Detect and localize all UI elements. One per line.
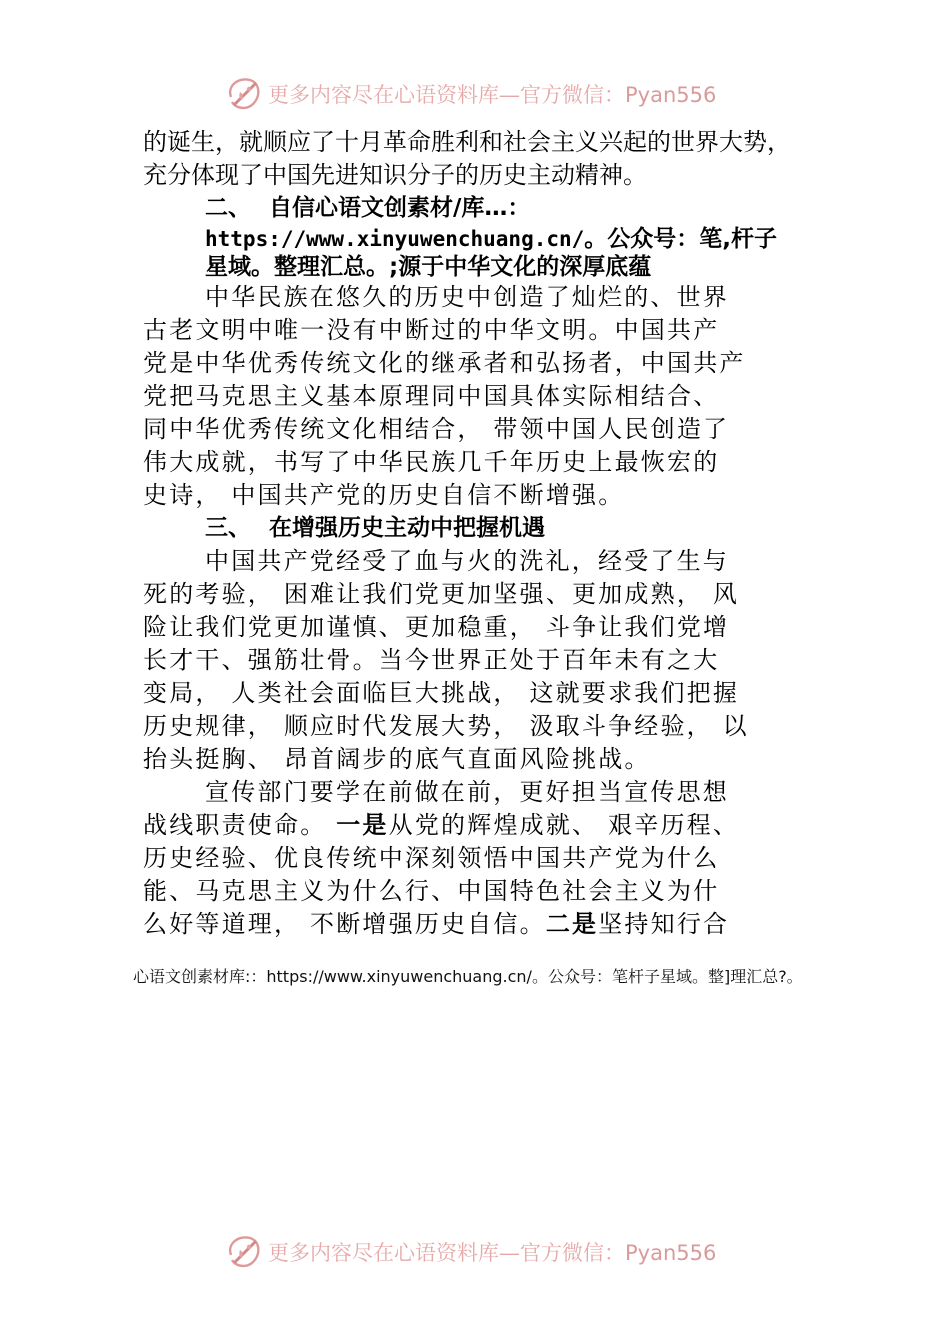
- paragraph-line: 党把马克思主义基本原理同中国具体实际相结合、: [143, 382, 720, 410]
- watermark-text: 更多内容尽在心语资料库—官方微信：Pyan556: [268, 83, 717, 107]
- section-heading-text: 自信心语文创素材/库…：: [269, 195, 531, 221]
- paragraph-line: 长才干、强筋壮骨。当今世界正处于百年未有之大: [143, 646, 720, 674]
- brush-logo-icon: [224, 74, 264, 114]
- watermark-text: 更多内容尽在心语资料库—官方微信：Pyan556: [268, 1241, 717, 1265]
- paragraph-line: 能、马克思主义为什么行、中国特色社会主义为什: [143, 877, 720, 905]
- section-number: 二、: [205, 195, 251, 221]
- intro-line: 充分体现了中国先进知识分子的历史主动精神。: [143, 161, 647, 189]
- paragraph-line: 历史规律， 顺应时代发展大势， 汲取斗争经验， 以: [143, 712, 749, 740]
- footer-note: 心语文创素材库:：https://www.xinyuwenchuang.cn/。公众号：笔杆子星域。整]理汇总?。: [133, 967, 803, 986]
- section-2-heading-cont: 星域。整理汇总。;源于中华文化的深厚底蕴: [205, 254, 652, 280]
- intro-line: 的诞生，就顺应了十月革命胜利和社会主义兴起的世界大势，: [143, 128, 791, 156]
- url-text: https://www.xinyuwenchuang.cn/: [205, 227, 585, 251]
- paragraph-line: 宣传部门要学在前做在前，更好担当宣传思想: [205, 778, 729, 806]
- paragraph-line: 中国共产党经受了血与火的洗礼，经受了生与: [205, 547, 729, 575]
- paragraph-line: 战线职责使命。 一是从党的辉煌成就、 艰辛历程、: [143, 811, 740, 839]
- bold-keyword: 一是: [336, 811, 389, 839]
- section-number: 三、: [205, 515, 251, 541]
- section-heading-text: 在增强历史主动中把握机遇: [269, 515, 545, 541]
- section-2-heading-cont: https://www.xinyuwenchuang.cn/。公众号：笔,杆子: [205, 226, 778, 252]
- paragraph-line: 史诗， 中国共产党的历史自信不断增强。: [143, 481, 625, 509]
- paragraph-line: 险让我们党更加谨慎、更加稳重， 斗争让我们党增: [143, 613, 730, 641]
- watermark-bottom: [224, 1232, 716, 1272]
- paragraph-line: 抬头挺胸、 昂首阔步的底气直面风险挑战。: [143, 745, 651, 773]
- brush-logo-icon: [224, 1232, 264, 1272]
- paragraph-line: 么好等道理， 不断增强历史自信。二是坚持知行合: [143, 910, 730, 938]
- paragraph-line: 伟大成就，书写了中华民族几千年历史上最恢宏的: [143, 448, 720, 476]
- section-2-heading: [143, 193, 813, 223]
- document-body: [143, 126, 813, 941]
- bold-keyword: 二是: [545, 910, 599, 938]
- paragraph-line: 死的考验， 困难让我们党更加坚强、更加成熟， 风: [143, 580, 740, 608]
- paragraph-line: 历史经验、优良传统中深刻领悟中国共产党为什么: [143, 844, 720, 872]
- wechat-id: Pyan556: [625, 1241, 717, 1265]
- section-3-heading: [143, 513, 813, 543]
- paragraph-line: 同中华优秀传统文化相结合， 带领中国人民创造了: [143, 415, 730, 443]
- wechat-id: Pyan556: [625, 83, 717, 107]
- watermark-top: [224, 74, 716, 114]
- paragraph-line: 党是中华优秀传统文化的继承者和弘扬者，中国共产: [143, 349, 746, 377]
- paragraph-line: 中华民族在悠久的历史中创造了灿烂的、世界: [205, 283, 729, 311]
- paragraph-line: 变局， 人类社会面临巨大挑战， 这就要求我们把握: [143, 679, 740, 707]
- paragraph-line: 古老文明中唯一没有中断过的中华文明。中国共产: [143, 316, 720, 344]
